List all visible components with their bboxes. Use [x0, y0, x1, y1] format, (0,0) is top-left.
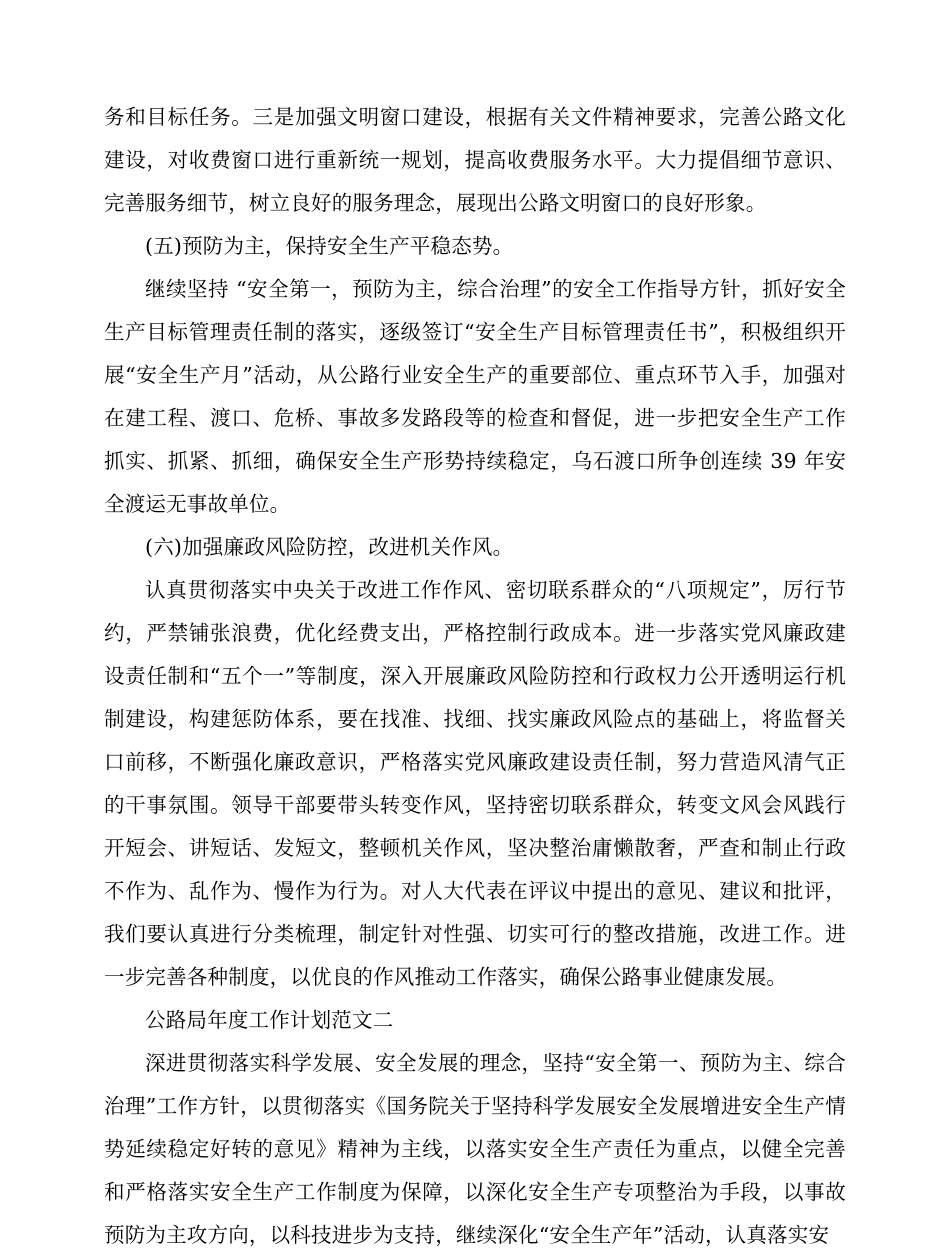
paragraph-section-five-body: 继续坚持 “安全第一，预防为主，综合治理”的安全工作指导方针，抓好安全生产目标管理责任制的落实，逐级签订“安全生产目标管理责任书”，积极组织开展“安全生产月”活动，从公路行业安全生产的重要部位、重点环节入手，加强对在建工程、渡口、危桥、事故多发路段等的检查和督促，进一步把安全生产工作抓实、抓紧、抓细，确保安全生产形势持续稳定，乌石渡口所争创连续 39 年安全渡运无事故单位。: [104, 277, 846, 516]
paragraph-section-six-body: 认真贯彻落实中央关于改进工作作风、密切联系群众的“八项规定”，厉行节约，严禁铺张浪费，优化经费支出，严格控制行政成本。进一步落实党风廉政建设责任制和“五个一”等制度，深入开展廉政风险防控和行政权力公开透明运行机制建设，构建惩防体系，要在找准、找细、找实廉政风险点的基础上，将监督关口前移，不断强化廉政意识，严格落实党风廉政建设责任制，努力营造风清气正的干事氛围。领导干部要带头转变作风，坚持密切联系群众，转变文风会风践行开短会、讲短话、发短文，整顿机关作风，坚决整治庸懒散奢，严查和制止行政不作为、乱作为、慢作为行为。对人大代表在评议中提出的意见、建议和批评，我们要认真进行分类梳理，制定针对性强、切实可行的整改措施，改进工作。进一步完善各种制度，以优良的作风推动工作落实，确保公路事业健康发展。: [104, 578, 846, 989]
paragraph-continuation: 务和目标任务。三是加强文明窗口建设，根据有关文件精神要求，完善公路文化建设，对收费窗口进行重新统一规划，提高收费服务水平。大力提倡细节意识、完善服务细节，树立良好的服务理念，展现出公路文明窗口的良好形象。: [104, 105, 846, 215]
document-body: [104, 96, 846, 1257]
section-heading-sample-two: 公路局年度工作计划范文二: [145, 1008, 394, 1032]
paragraph-section-five-title: (五)预防为主，保持安全生产平稳态势。: [145, 234, 514, 258]
paragraph-section-six-title: (六)加强廉政风险防控，改进机关作风。: [145, 535, 514, 559]
paragraph-sample-two-body: 深进贯彻落实科学发展、安全发展的理念，坚持“安全第一、预防为主、综合治理”工作方针，以贯彻落实《国务院关于坚持科学发展安全发展增进安全生产情势延续稳定好转的意见》精神为主线，以落实安全生产责任为重点，以健全完善和严格落实安全生产工作制度为保障，以深化安全生产专项整治为手段，以事故预防为主攻方向，以科技进步为支持，继续深化“安全生产年”活动，认真落实安: [104, 1051, 846, 1247]
